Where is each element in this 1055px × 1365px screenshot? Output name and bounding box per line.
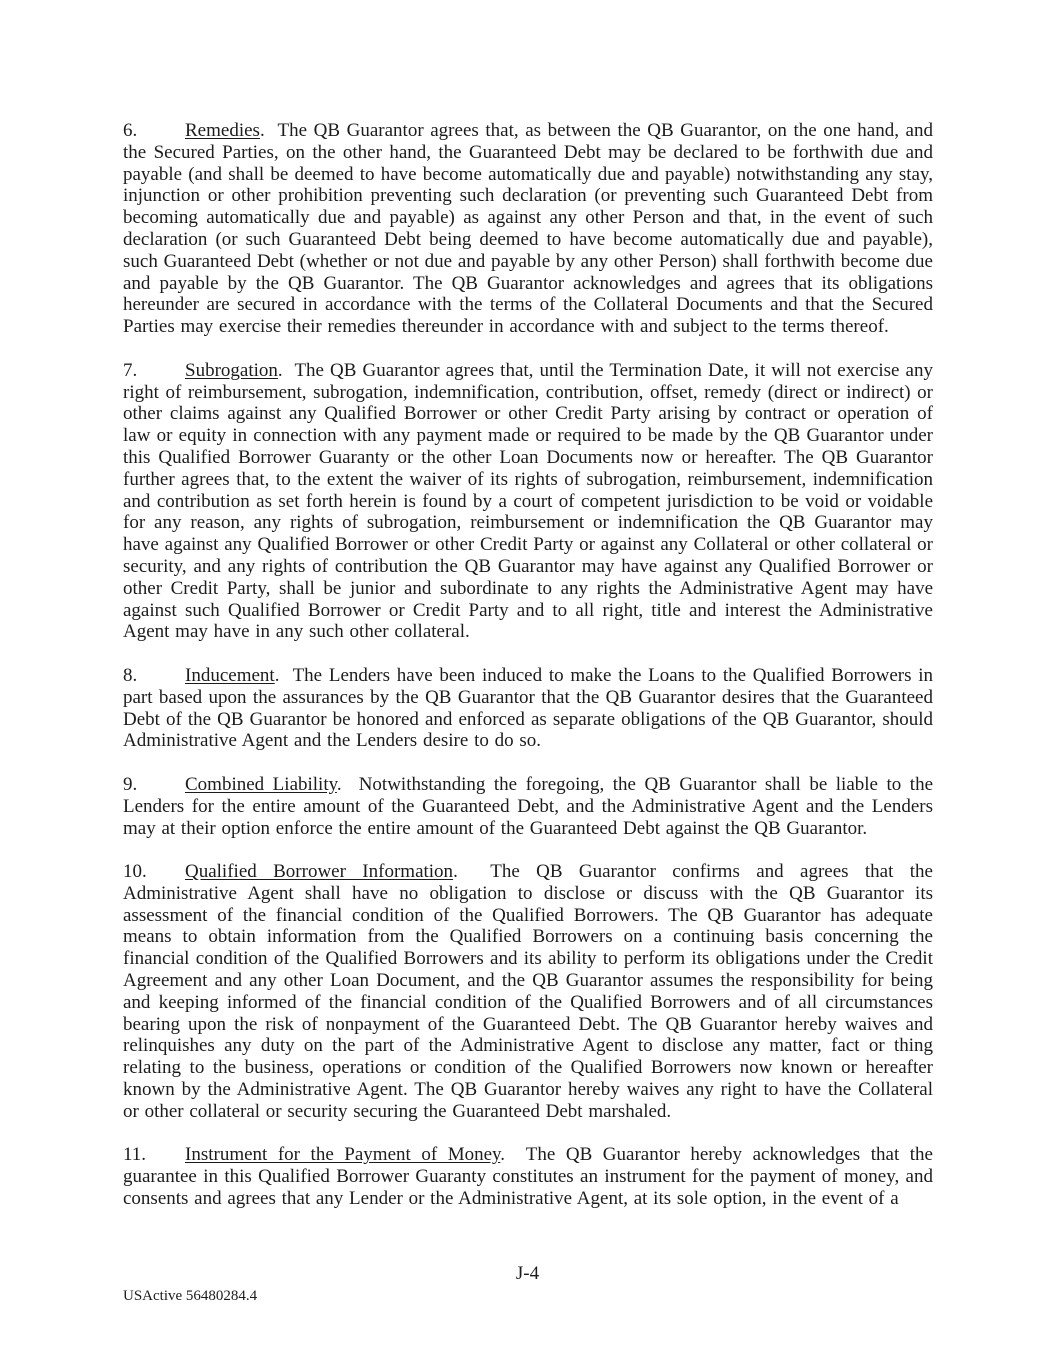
paragraph-text: Notwithstanding the foregoing, the QB Guarantor shall be liable to the Lenders for the entire amount of the Guaranteed Debt, and the Administrative Agent and the Lenders may at their option enforce the entire amount of the Guaranteed Debt against the QB Guarantor. [123,773,933,839]
paragraph-text: The QB Guarantor agrees that, as between the QB Guarantor, on the one hand, and the Secured Parties, on the other hand, the Guaranteed Debt may be declared to be forthwith due and payable (and shall be deemed to have become automatically due and payable) notwithstanding any stay, injunction or other prohibition preventing such declaration (or preventing such Guaranteed Debt from becoming automatically due and payable) as against any other Person and that, in the event of such declaration (or such Guaranteed Debt being deemed to have become automatically due and payable), such Guaranteed Debt (whether or not due and payable by any other Person) shall forthwith become due and payable by the QB Guarantor. The QB Guarantor acknowledges and agrees that its obligations hereunder are secured in accordance with the terms of the Collateral Documents and that the Secured Parties may exercise their remedies thereunder in accordance with and subject to the terms thereof. [123,120,933,338]
doc-control-number: USActive 56480284.4 [123,1288,258,1304]
heading-period: . [259,120,265,141]
document-body [123,120,933,1210]
paragraph-7-subrogation [123,360,933,643]
paragraph-number: 9. [123,773,138,795]
paragraph-6-remedies [123,120,933,338]
paragraph-8-inducement [123,665,933,752]
heading-period: . [277,359,283,381]
paragraph-text: The Lenders have been induced to make the Loans to the Qualified Borrowers in part based upon the assurances by the QB Guarantor that the QB Guarantor desires that the Guaranteed Debt of the QB Guarantor be honored and enforced as separate obligations of the QB Guarantor, should Administrative Agent and the Lenders desire to do so. [123,664,933,752]
heading-period: . [453,861,458,883]
paragraph-heading: Remedies [185,120,260,141]
page-number: J-4 [515,1263,540,1284]
paragraph-9-combined-liability [123,774,933,839]
paragraph-heading: Combined Liability [185,773,337,795]
paragraph-heading: Instrument for the Payment of Money [185,1144,501,1166]
paragraph-number: 11. [123,1144,147,1166]
heading-period: . [274,664,280,686]
paragraph-text: The QB Guarantor hereby acknowledges that the guarantee in this Qualified Borrower Guaranty constitutes an instrument for the payment of money, and consents and agrees that any Lender or the Administrative Agent, at its sole option, in the event of a [123,1144,933,1210]
paragraph-11-instrument-for-payment [123,1144,933,1209]
paragraph-number: 8. [123,664,138,686]
heading-period: . [336,773,342,795]
paragraph-text: The QB Guarantor agrees that, until the Termination Date, it will not exercise any right of reimbursement, subrogation, indemnification, contribution, offset, remedy (direct or indirect) or other claims against any Qualified Borrower or other Credit Party arising by contract or operation of law or equity in connection with any payment made or required to be made by the QB Guarantor under this Qualified Borrower Guaranty or the other Loan Documents now or hereafter. The QB Guarantor further agrees that, to the extent the waiver of its rights of subrogation, reimbursement, indemnification and contribution as set forth herein is found by a court of competent jurisdiction to be void or voidable for any reason, any rights of subrogation, reimbursement or indemnification the QB Guarantor may have against any Qualified Borrower or other Credit Party or against any Collateral or other collateral or security, and any rights of contribution the QB Guarantor may have against any Qualified Borrower or other Credit Party, shall be junior and subordinate to any rights the Administrative Agent may have against such Qualified Borrower or Credit Party and to all right, title and interest the Administrative Agent may have in any such other collateral. [123,359,933,643]
heading-period: . [500,1144,506,1166]
paragraph-number: 6. [123,120,138,141]
paragraph-10-qualified-borrower-information [123,861,933,1123]
paragraph-heading: Qualified Borrower Information [185,861,454,883]
paragraph-number: 7. [123,359,138,381]
paragraph-number: 10. [123,861,147,883]
paragraph-heading: Subrogation [185,359,278,381]
paragraph-heading: Inducement [185,664,275,686]
paragraph-text: The QB Guarantor confirms and agrees that the Administrative Agent shall have no obligation to disclose or discuss with the QB Guarantor its assessment of the financial condition of the Qualified Borrowers. The QB Guarantor has adequate means to obtain information from the Qualified Borrowers on a continuing basis concerning the financial condition of the Qualified Borrowers and its ability to perform its obligations under the Credit Agreement and any other Loan Document, and the QB Guarantor assumes the responsibility for being and keeping informed of the financial condition of the Qualified Borrowers and of all circumstances bearing upon the risk of nonpayment of the Guaranteed Debt. The QB Guarantor hereby waives and relinquishes any duty on the part of the Administrative Agent to disclose any matter, fact or thing relating to the business, operations or condition of the Qualified Borrowers now known or hereafter known by the Administrative Agent. The QB Guarantor hereby waives any right to have the Collateral or other collateral or security securing the Guaranteed Debt marshaled. [123,861,933,1122]
